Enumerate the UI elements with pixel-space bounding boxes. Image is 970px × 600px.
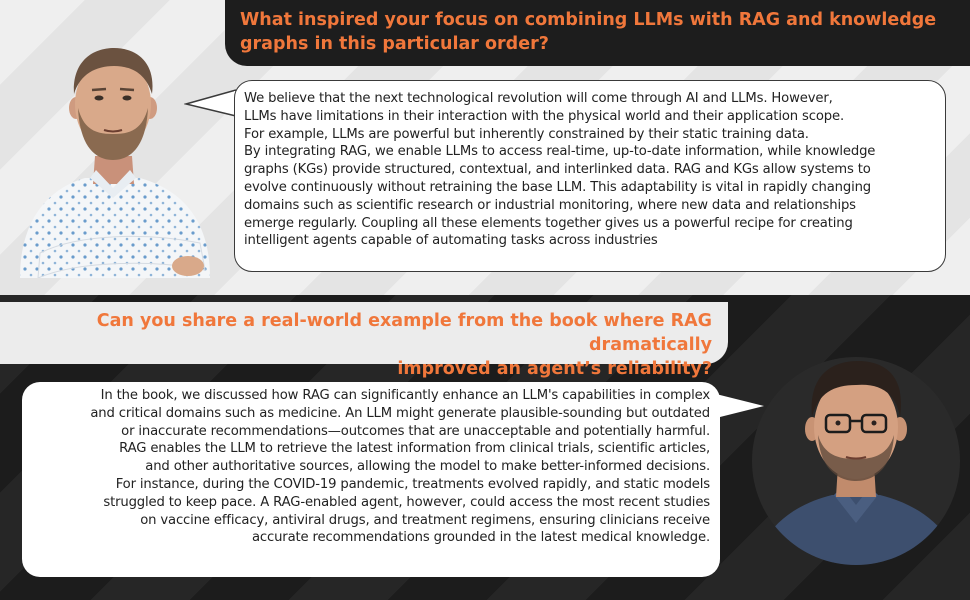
interviewee-1-portrait-icon [10, 38, 215, 278]
answer-2-line: and critical domains such as medicine. An LLM might generate plausible-sounding but outdated [90, 405, 710, 421]
answer-1-line: evolve continuously without retraining the base LLM. This adaptability is vital in rapidly changing [244, 179, 872, 195]
answer-2-line: and other authoritative sources, allowing the model to make better-informed decisions. [145, 459, 710, 475]
answer-1-line: domains such as scientific research or industrial monitoring, where new data and relationships [244, 197, 856, 213]
question-2-line: improved an agent’s reliability? [397, 359, 712, 379]
answer-1-line: LLMs have limitations in their interaction with the physical world and their application scope. [244, 108, 844, 124]
answer-2-line: on vaccine efficacy, antiviral drugs, and treatment regimens, ensuring clinicians receive [140, 512, 710, 528]
answer-1-line: graphs (KGs) provide structured, contextual, and interlinked data. RAG and KGs allow systems to [244, 162, 871, 178]
answer-2-line: For instance, during the COVID-19 pandemic, treatments evolved rapidly, and static models [115, 476, 710, 492]
answer-1-line: For example, LLMs are powerful but inherently constrained by their static training data. [244, 126, 809, 142]
answer-2-text [30, 387, 710, 547]
interviewee-2-portrait-icon [752, 345, 962, 580]
question-1-text: What inspired your focus on combining LLMs with RAG and knowledge graphs in this particular order? [240, 10, 937, 54]
answer-2-line: struggled to keep pace. A RAG-enabled agent, however, could access the most recent studies [103, 494, 710, 510]
answer-1-line: intelligent agents capable of automating tasks across industries [244, 233, 658, 249]
answer-1-text [244, 90, 944, 250]
answer-1-line: We believe that the next technological revolution will come through AI and LLMs. However, [244, 91, 833, 106]
question-2-text [20, 309, 712, 381]
answer-2-line: or inaccurate recommendations—outcomes that are unacceptable and potentially harmful. [121, 423, 710, 439]
answer-2-line: RAG enables the LLM to retrieve the latest information from clinical trials, scientific articles, [119, 441, 710, 457]
answer-2-line: In the book, we discussed how RAG can significantly enhance an LLM's capabilities in complex [100, 388, 710, 403]
answer-1-line: emerge regularly. Coupling all these elements together gives us a powerful recipe for creating [244, 215, 853, 231]
question-2-line: Can you share a real-world example from the book where RAG dramatically [96, 311, 712, 355]
bubble-1-tail [184, 88, 238, 122]
answer-1-line: By integrating RAG, we enable LLMs to access real-time, up-to-date information, while knowledge [244, 144, 876, 160]
answer-2-line: accurate recommendations grounded in the latest medical knowledge. [251, 530, 710, 546]
